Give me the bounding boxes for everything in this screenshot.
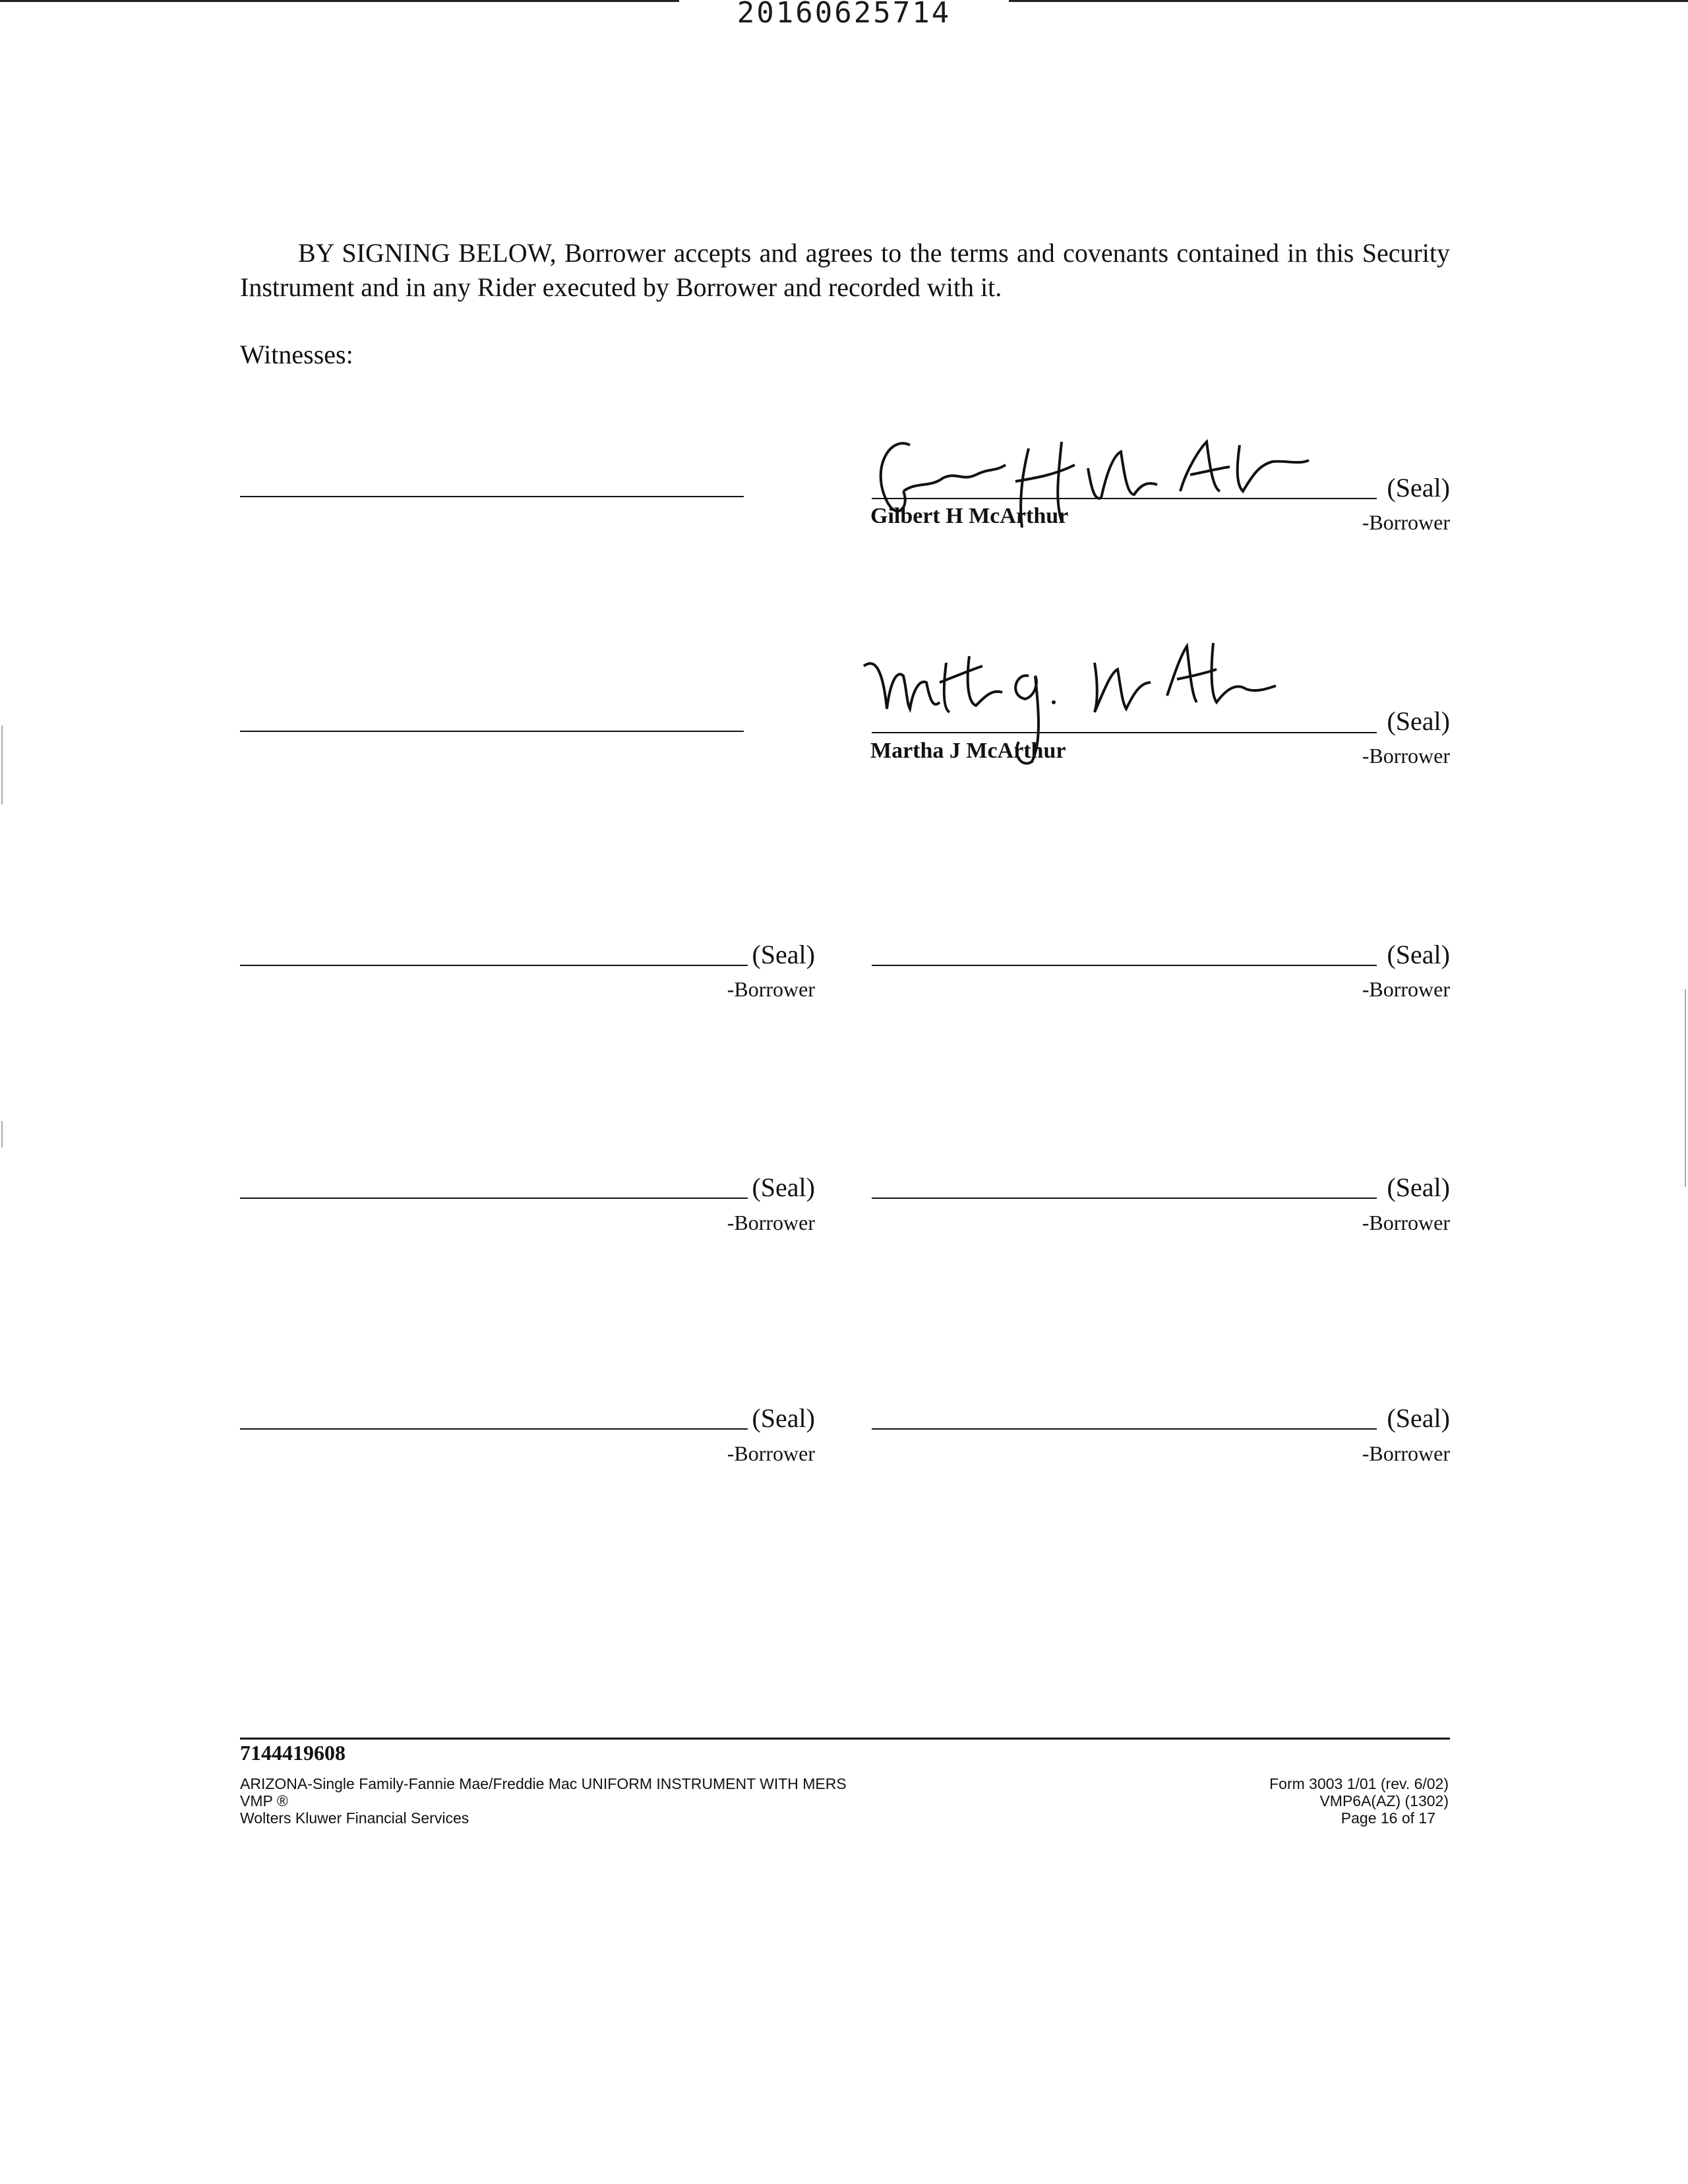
witnesses-label: Witnesses: <box>240 340 353 369</box>
seal-label: (Seal) <box>752 940 815 969</box>
signature-line-borrower-1[interactable] <box>872 498 1377 499</box>
publisher: Wolters Kluwer Financial Services <box>240 1809 469 1827</box>
form-title: ARIZONA-Single Family-Fannie Mae/Freddie Mac UNIFORM INSTRUMENT WITH MERS <box>240 1775 847 1792</box>
signature-line-borrower-3[interactable] <box>240 965 748 966</box>
borrower-label: -Borrower <box>727 977 815 1001</box>
paragraph-text: Borrower accepts and agrees to the terms and covenants contained in this Security Instrument and in any Rider executed by Borrower and recorded with it. <box>240 238 1451 302</box>
seal-label: (Seal) <box>752 1172 815 1202</box>
borrower-1-name: Gilbert H McArthur <box>870 504 1069 528</box>
borrower-label: -Borrower <box>1362 1211 1450 1234</box>
borrower-2-name: Martha J McArthur <box>870 739 1066 763</box>
paragraph-lead: BY SIGNING BELOW, <box>298 238 557 268</box>
seal-label: (Seal) <box>1387 706 1450 736</box>
witness-line-2[interactable] <box>240 731 744 732</box>
signature-line-borrower-8[interactable] <box>872 1428 1377 1430</box>
borrower-label: -Borrower <box>1362 510 1450 534</box>
vmp-mark: VMP ® <box>240 1792 288 1809</box>
borrower-label: -Borrower <box>727 1441 815 1465</box>
borrower-label: -Borrower <box>1362 1441 1450 1465</box>
borrower-label: -Borrower <box>1362 977 1450 1001</box>
signature-line-borrower-7[interactable] <box>240 1428 748 1430</box>
loan-number: 7144419608 <box>240 1741 346 1765</box>
signature-line-borrower-2[interactable] <box>872 732 1377 733</box>
witness-line-1[interactable] <box>240 496 744 497</box>
signature-line-borrower-6[interactable] <box>872 1198 1377 1199</box>
seal-label: (Seal) <box>1387 473 1450 502</box>
page-number: Page 16 of 17 <box>1341 1809 1435 1827</box>
seal-label: (Seal) <box>1387 940 1450 969</box>
scan-edge-mark <box>1 725 3 804</box>
scan-edge-mark <box>1 1121 3 1147</box>
seal-label: (Seal) <box>1387 1403 1450 1433</box>
form-code: VMP6A(AZ) (1302) <box>1319 1792 1449 1809</box>
borrower-label: -Borrower <box>727 1211 815 1234</box>
scan-edge-mark <box>1685 989 1686 1187</box>
form-number: Form 3003 1/01 (rev. 6/02) <box>1269 1775 1449 1792</box>
borrower-label: -Borrower <box>1362 744 1450 768</box>
signature-line-borrower-4[interactable] <box>872 965 1377 966</box>
signature-line-borrower-5[interactable] <box>240 1198 748 1199</box>
recording-number: 20160625714 <box>737 0 951 30</box>
seal-label: (Seal) <box>1387 1172 1450 1202</box>
seal-label: (Seal) <box>752 1403 815 1433</box>
signing-paragraph <box>240 236 1450 305</box>
footer-rule <box>240 1738 1450 1740</box>
